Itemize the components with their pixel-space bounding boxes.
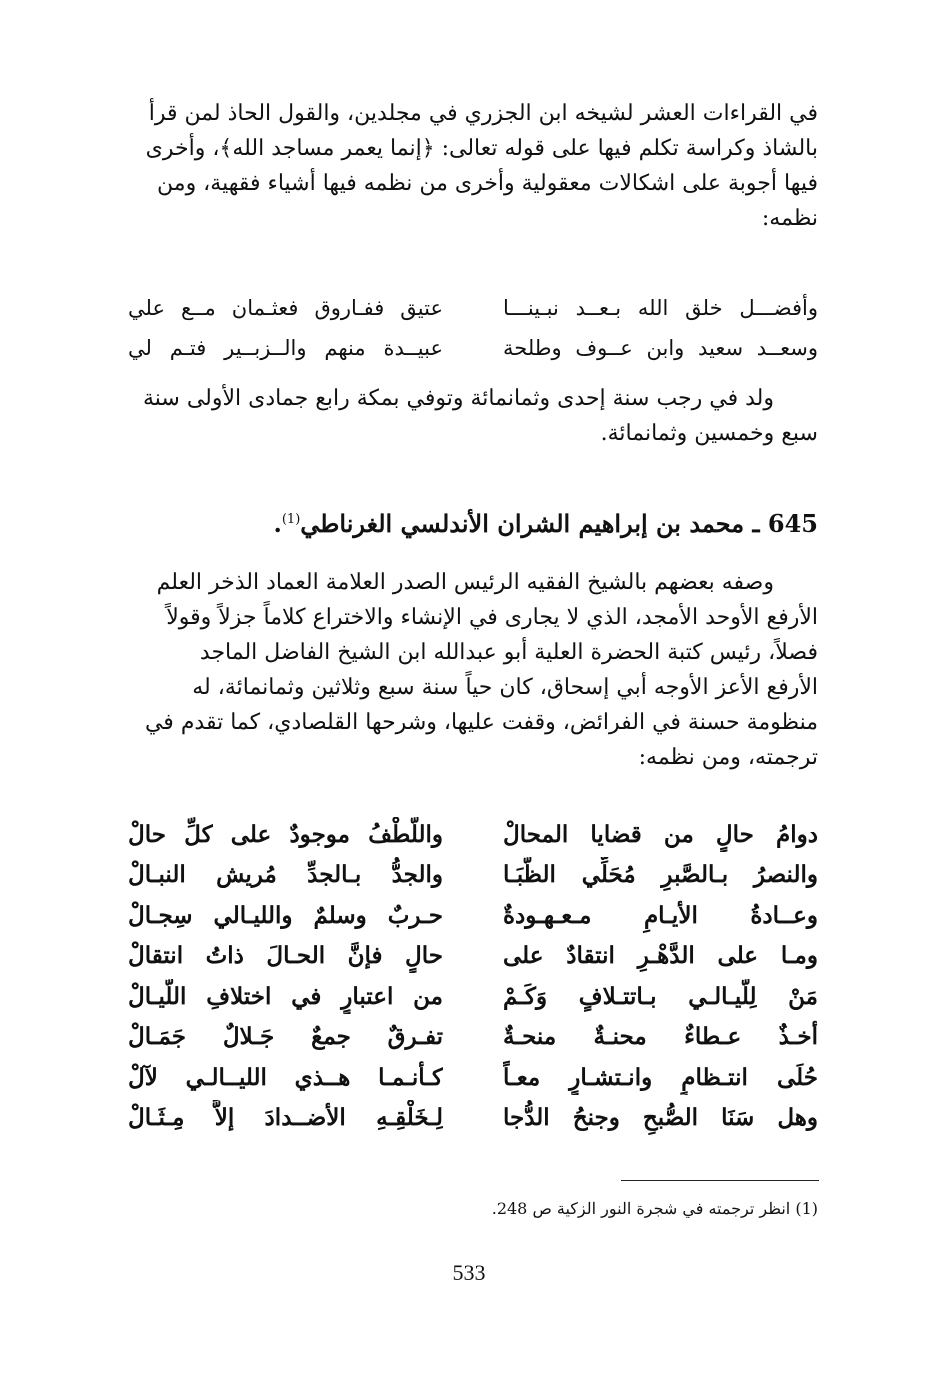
poem-verse [128,936,818,977]
text-line: سبع وخمسين وثمانمائة. [600,421,818,446]
text-line: منظومة حسنة في الفرائض، وقفت عليها، وشرحها القلصادي، كما تقدم في [144,710,818,735]
entry-heading [128,506,818,542]
verse-first-hemistich: أخـذٌ عـطاءٌ محنـةٌ منحـةٌ [503,1023,818,1051]
verse-second-hemistich: والجدُّ بـالجدِّ مُريش النبـالْ [128,861,443,889]
poem-verse [128,1098,818,1139]
verse-second-hemistich: عبيــدة منهم والــزبــير فتـم لي [128,335,443,360]
verse-row [128,328,818,368]
verse-second-hemistich: حـربٌ وسلمٌ والليـالي سِجـالْ [128,901,443,929]
verse-second-hemistich: تفـرقٌ جمعٌ جَـلالٌ جَمَـالْ [128,1023,443,1051]
verse-first-hemistich: وعــادةُ الأيـامِ مـعـهـودةٌ [503,901,818,929]
verse-first-hemistich: دوامُ حالٍ من قضايا المحالْ [503,820,818,848]
verse-second-hemistich: من اعتبارٍ في اختلافِ اللَّيـالْ [128,982,443,1010]
footnote-reference[interactable]: (1) [281,512,301,527]
poem-verse [128,855,818,896]
poem-verse [128,814,818,855]
text-line: فيها أجوبة على اشكالات معقولية وأخرى من نظمه فيها أشياء فقهية، ومن [157,171,818,196]
entry-title: 645 ـ محمد بن إبراهيم الشران الأندلسي الغرناطي [300,509,818,538]
verse-second-hemistich: لِـخَلْقِـهِ الأضــدادَ إلاَّ مِـثَـالْ [128,1104,443,1132]
text-line: ترجمته، ومن نظمه: [638,745,818,770]
poem-verse [128,1017,818,1058]
intro-paragraph [128,96,818,236]
entry-description [128,565,818,775]
text-line: وصفه بعضهم بالشيخ الفقيه الرئيس الصدر العلامة العماد الذخر العلم [156,570,774,595]
verse-first-hemistich: وأفضـــل خلق الله بـعــد نبـينـــا [503,295,818,320]
verse-first-hemistich: وسعــد سعيد وابن عــوف وطلحة [503,335,818,360]
text-line: بالشاذ وكراسة تكلم فيها على قوله تعالى: ﴿إنما يعمر مساجد الله﴾، وأخرى [145,136,818,161]
poem-verse [128,895,818,936]
text-line: نظمه: [761,206,818,231]
verse-second-hemistich: كـأنـمـا هــذي الليــالـي لآلْ [128,1063,443,1091]
verse-second-hemistich: حالٍ فإنَّ الحـالَ ذاتُ انتقالْ [128,942,443,970]
verse-second-hemistich: واللُّطْفُ موجودٌ على كلِّ حالْ [128,820,443,848]
text-line: الأرفع الأعز الأوجه أبي إسحاق، كان حياً سنة سبع وثلاثين وثمانمائة، له [192,675,818,700]
footnote-divider [621,1180,819,1181]
page-number: 533 [452,1260,486,1285]
footnote: (1) انظر ترجمته في شجرة النور الزكية ص 248. [491,1199,818,1218]
biography-paragraph [128,381,818,451]
text-line: في القراءات العشر لشيخه ابن الجزري في مجلدين، والقول الحاذ لمن قرأ [148,101,818,126]
poem [128,814,818,1138]
entry-title-end: . [273,509,282,538]
verse-first-hemistich: والنصرُ بـالصَّبرِ مُحَلِّي الظُّبَـا [503,861,818,889]
poem-verse [128,1057,818,1098]
text-line: ولد في رجب سنة إحدى وثمانمائة وتوفي بمكة رابع جمادى الأولى سنة [142,386,774,411]
verse-first-hemistich: ومـا على الدَّهْـرِ انتقادٌ على [503,942,818,970]
verse-first-hemistich: مَنْ لِلَّيـالـي بـاتتـلافٍ وَكَـمْ [503,982,818,1010]
poem-verse [128,976,818,1017]
verse-second-hemistich: عتيق ففـاروق فعثـمان مــع علي [128,295,443,320]
intro-verses [128,288,818,368]
verse-first-hemistich: حُلَى انتـظامٍ وانـتشـارٍ معـاً [503,1063,818,1091]
text-line: فصلاً، رئيس كتبة الحضرة العلية أبو عبدالله ابن الشيخ الفاضل الماجد [199,640,818,665]
text-line: الأرفع الأوحد الأمجد، الذي لا يجارى في الإنشاء والاختراع كلاماً جزلاً وقولاً [166,605,818,630]
verse-row [128,288,818,328]
verse-first-hemistich: وهل سَنَا الصُّبحِ وجنحُ الدُّجا [503,1104,818,1132]
